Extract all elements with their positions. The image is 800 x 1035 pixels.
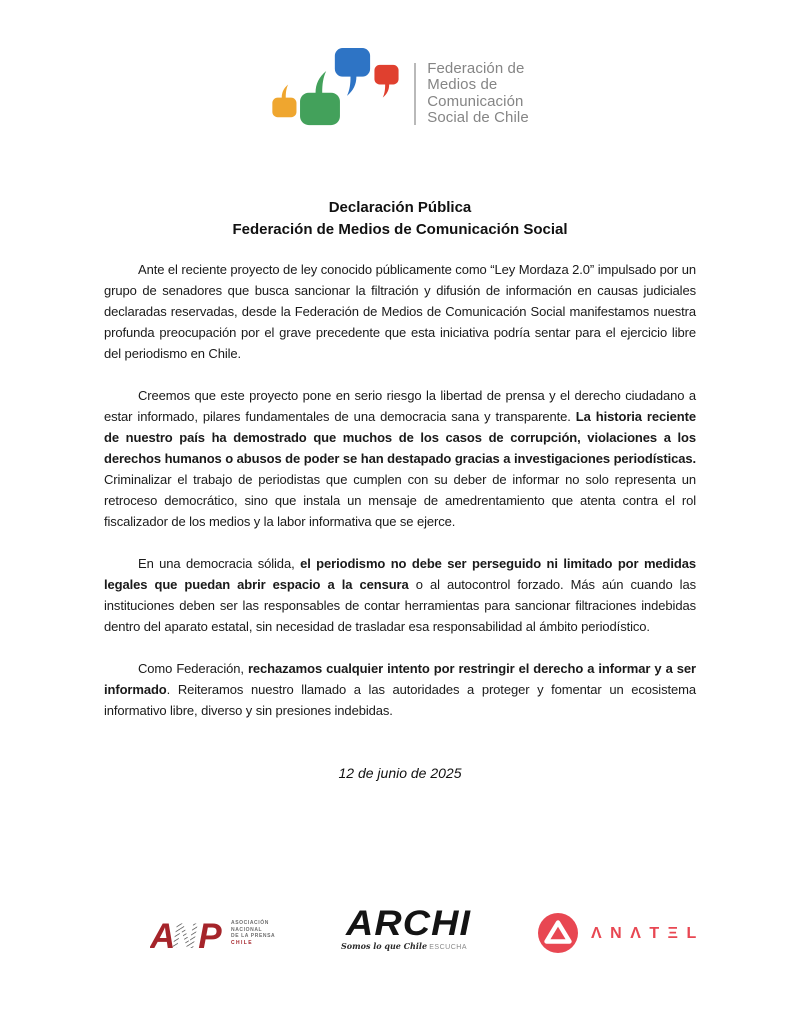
archi-tagline-caps: ESCUCHA bbox=[429, 944, 467, 951]
archi-wordmark: ARCHI bbox=[346, 904, 472, 943]
anatel-logo bbox=[538, 913, 705, 953]
anatel-wordmark: ΛNΛTΞL bbox=[591, 925, 705, 942]
anp-letter-n: N bbox=[171, 917, 198, 951]
title-line-2: Federación de Medios de Comunicación Social bbox=[232, 221, 568, 238]
paragraph bbox=[104, 658, 696, 721]
paragraph-run-bold: el periodismo no debe ser perseguido ni limitado por medidas legales que puedan abrir espacio a la censura bbox=[104, 556, 696, 592]
body-paragraphs bbox=[104, 259, 696, 721]
paragraph-run: Ante el reciente proyecto de ley conocido públicamente como “Ley Mordaza 2.0” impulsado por un grupo de senadores que busca sancionar la filtración y difusión de información en causas judiciales declaradas reservadas, desde la Federación de Medios de Comunicación Social manifestamos nuestra profunda preocupación por el grave precedente que esta iniciativa podría sentar para el ejercicio libre del periodismo en Chile. bbox=[104, 262, 696, 361]
org-name bbox=[427, 61, 529, 127]
paragraph-run: Creemos que este proyecto pone en serio riesgo la libertad de prensa y el derecho ciudadano a estar informado, pilares fundamentales de una democracia sana y transparente. bbox=[104, 388, 696, 424]
archi-tagline-script: Somos lo que Chile bbox=[341, 941, 428, 951]
paragraph-run: En una democracia sólida, bbox=[138, 556, 301, 571]
org-name-line: Medios de bbox=[427, 76, 498, 93]
paragraph-run: Como Federación, bbox=[138, 661, 248, 676]
paragraph bbox=[104, 553, 696, 637]
anp-logo bbox=[150, 917, 275, 951]
anatel-emblem-icon bbox=[538, 913, 578, 953]
paragraph bbox=[104, 385, 696, 532]
anp-desc-chile: CHILE bbox=[231, 939, 253, 946]
header-logo bbox=[0, 0, 800, 141]
paragraph-run-bold: rechazamos cualquier intento por restringir el derecho a informar y a ser informado bbox=[104, 661, 696, 697]
anp-letter-p: P bbox=[198, 917, 222, 951]
quotes-logo-icon bbox=[271, 46, 403, 141]
anp-letters-icon bbox=[150, 917, 226, 951]
document-date: 12 de junio de 2025 bbox=[338, 765, 462, 781]
paragraph bbox=[104, 259, 696, 364]
logo-divider bbox=[414, 63, 416, 125]
org-name-line: Federación de bbox=[427, 59, 525, 77]
paragraph-run: Criminalizar el trabajo de periodistas que cumplen con su deber de informar no solo representa un retroceso democrático, sino que instala un mensaje de amedrentamiento que atenta contra el rol fiscalizador de los medios y la labor informativa que se ejerce. bbox=[104, 472, 696, 529]
anp-desc-line: NACIONAL bbox=[231, 926, 263, 933]
paragraph-run: o al autocontrol forzado. Más aún cuando las instituciones deben ser las responsables de contar herramientas para sancionar filtraciones indebidas dentro del aparato estatal, sin necesidad de trasladar esa responsabilidad al ámbito periodístico. bbox=[104, 577, 697, 634]
anp-desc-line: ASOCIACIÓN bbox=[231, 920, 269, 926]
anp-description bbox=[231, 920, 275, 946]
org-name-line: Comunicación bbox=[427, 92, 524, 110]
document-title bbox=[0, 197, 800, 241]
paragraph-run: . Reiteramos nuestro llamado a las autoridades a proteger y fomentar un ecosistema informativo libre, diverso y sin presiones indebidas. bbox=[104, 682, 696, 718]
footer-logos bbox=[0, 880, 800, 990]
archi-logo bbox=[333, 904, 473, 951]
anp-letter-a: A bbox=[150, 917, 176, 951]
anp-desc-line: DE LA PRENSA bbox=[231, 933, 276, 940]
paragraph-run-bold: La historia reciente de nuestro país ha demostrado que muchos de los casos de corrupción, violaciones a los derechos humanos o abusos de poder se han destapado gracias a investigaciones periodísticas. bbox=[104, 409, 696, 466]
org-name-line: Social de Chile bbox=[427, 109, 529, 126]
title-line-1: Declaración Pública bbox=[328, 199, 472, 216]
